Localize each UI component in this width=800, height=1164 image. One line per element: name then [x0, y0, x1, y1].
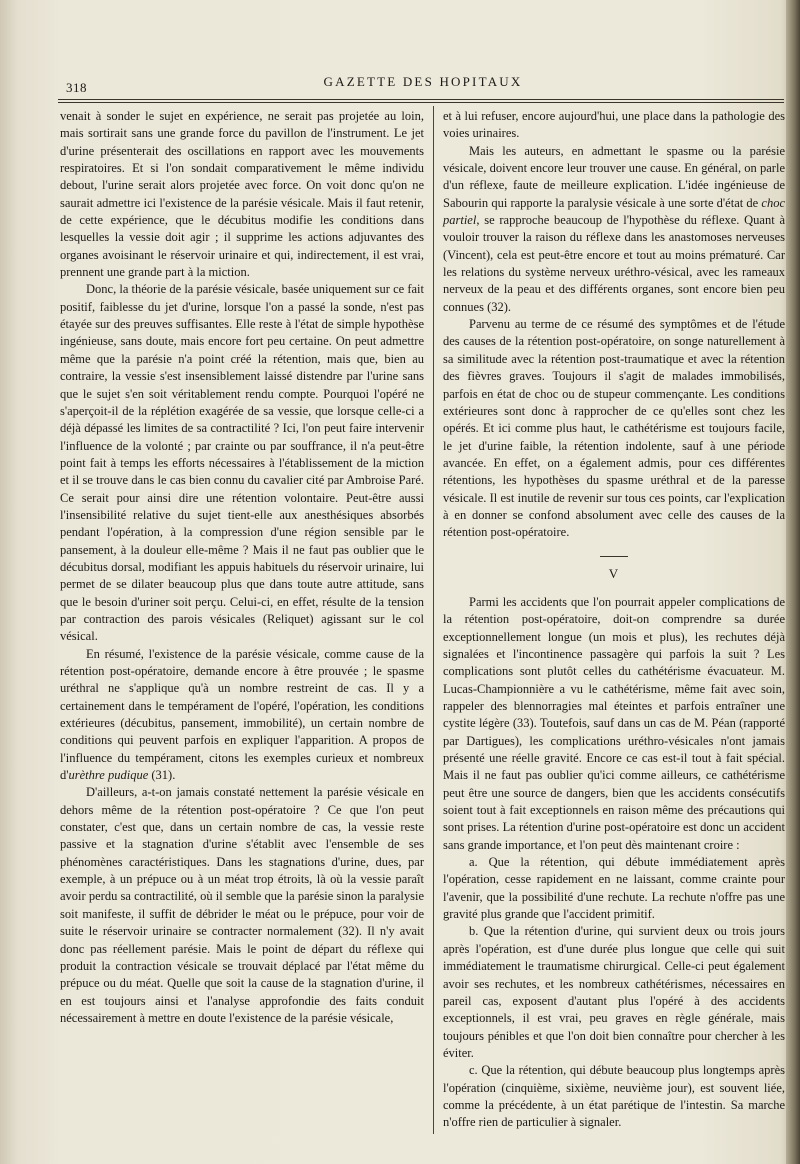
section-heading-v [443, 556, 785, 582]
left-paragraph-1: venait à sonder le sujet en expérience, ne serait pas projetée au loin, mais sortirait sans une grande force du pavillon de l'instrument. Le jet d'urine présenterait des oscillations en rapport avec les mouvements respiratoires. Et si l'on sondait comparativement le même individu debout, l'urine serait alors projetée avec force. On voit donc qu'on ne saurait admettre ici l'existence de la parésie vésicale. Mais il faut retenir, de cette expérience, que le décubitus modifie les conditions dans lesquelles la vessie doit agir ; il supprime les actions adjuvantes des organes avoisinant le réservoir urinaire et qui, indirectement, il est vrai, prennent une grande part à la miction. [60, 109, 424, 280]
header-rule-bottom [58, 102, 784, 103]
left-paragraph-3 [60, 646, 424, 785]
italic-term-choc-partiel: choc partiel [443, 195, 785, 228]
left-paragraph-4: D'ailleurs, a-t-on jamais constaté nettement la parésie vésicale en dehors même de la rétention post-opératoire ? Ce que l'on peut constater, c'est que, dans un certain nombre de cas, la vessie reste passive et la stagnation d'urine s'établit avec l'ensemble de ses phénomènes caractéristiques. Dans les stagnations d'urine, dues, par exemple, à un prépuce ou à un méat trop étroits, là où la vessie paraît avoir perdu sa contractilité, où il semble que la parésie sinon la paralysie soit manifeste, il suffit de débrider le méat ou le prépuce, pour voir de suite le réservoir urinaire se contracter normalement (32). Il n'y avait donc pas réellement parésie. Mais le point de départ du réflexe qui produit la contraction vésicale se trouvait déplacé par l'état même du prépuce ou du méat. Quelle que soit la cause de la stagnation d'urine, il en est toujours ainsi et l'analyse approfondie des faits conduit nécessairement à mettre en doute l'existence de la parésie vésicale, [60, 785, 424, 1025]
right-paragraph-2 [443, 143, 785, 316]
italic-term-urethre-pudique: urèthre pudique [68, 768, 149, 783]
right-paragraph-3: Parvenu au terme de ce résumé des symptômes et de l'étude des causes de la rétention post-opératoire, on songe naturellement à sa similitude avec la rétention post-traumatique et avec la rétention des fièvres graves. Toujours il s'agit de malades immobilisés, parfois en état de choc ou de stupeur commençante. Les conditions extérieures sont donc à rapprocher de ce qu'elles sont chez les opérés. Et ici comme plus haut, le cathétérisme est toujours facile, le jet d'urine faible, la rétention indolente, sauf à une période avancée. En effet, on a également admis, pour ces différentes rétentions, les hypothèses du spasme uréthral et de la paresse vésicale. Il est inutile de revenir sur tous ces points, car l'explication à en donner se confond absolument avec celle des causes de la rétention post-opératoire. [443, 317, 785, 540]
right-paragraph-6: b. Que la rétention d'urine, qui survient deux ou trois jours après l'opération, est d'une durée plus longue que celle qui suit immédiatement le traumatisme chirurgical. Celle-ci peut également avoir ses rechutes, et les nombreux cathétérismes, nécessaires en pareil cas, exposent d'autant plus l'opéré à des accidents exceptionnels, il est vrai, peu graves en règle générale, mais toujours pénibles et que l'on doit bien connaître pour chercher à les éviter. [443, 924, 785, 1060]
page-binding-edge [786, 0, 800, 1164]
journal-title: GAZETTE DES HOPITAUX [323, 74, 523, 89]
right-paragraph-2-text: Mais les auteurs, en admettant le spasme ou la parésie vésicale, doivent encore leur trouver une cause. En général, on parle d'un réflexe, faute de meilleure explication. L'idée ingénieuse de Sabourin qui rapporte la paralysie vésicale à une sorte d'état de [443, 143, 785, 210]
left-text-column [60, 108, 424, 1027]
left-paragraph-2: Donc, la théorie de la parésie vésicale, basée uniquement sur ce fait positif, faiblesse du jet d'urine, lorsque l'on a passé la sonde, n'est pas étayée sur des preuves suffisantes. Elle reste à l'état de simple hypothèse ingénieuse, sans doute, mais encore fort peu certaine. On peut admettre même que la parésie n'a point créé la rétention, mais que, bien au contraire, la vessie s'est insensiblement laissé distendre par l'urine sans que le sujet s'en soit véritablement rendu compte. Pourquoi l'opéré ne s'aperçoit-il de la réplétion exagérée de sa vessie, que lorsque celle-ci a déjà dépassé les limites de sa contractilité ? Ici, l'on peut faire intervenir l'influence de la volonté ; par crainte ou par souffrance, il n'a peut-être point fait à temps les efforts nécessaires à l'établissement de la miction et il se trouve dans le cas bien connu du cavalier cité par Ambroise Paré. Ce serait pour ainsi dire une rétention volontaire. Peut-être aussi l'insensibilité relative du sujet tient-elle aux anesthésiques absorbés pendant l'opération, à la compression d'une région sensible par le pansement, à la douleur elle-même ? Mais il ne faut pas oublier que le décubitus dorsal, modifiant les appuis habituels du réservoir urinaire, lui permet de se dilater beaucoup plus que dans toute autre attitude, sans que le besoin d'uriner soit perçu. Celui-ci, en effet, résulte de la tension par contraction des parois vésicales (Reliquet) agissant sur le col vésical. [60, 282, 424, 644]
right-paragraph-5: a. Que la rétention, qui débute immédiatement après l'opération, cesse rapidement en ne laissant, comme crainte pour l'avenir, que la possibilité d'une rechute. La rechute n'offre pas une gravité plus grande que l'accident primitif. [443, 855, 785, 922]
right-paragraph-7: c. Que la rétention, qui débute beaucoup plus longtemps après l'opération (cinquième, sixième, neuvième jour), est souvent liée, comme la précédente, à un état parétique de l'intestin. Sa marche n'offre rien de particulier à signaler. [443, 1063, 785, 1130]
left-paragraph-3-text: En résumé, l'existence de la parésie vésicale, comme cause de la rétention post-opératoire, demande encore à être prouvée ; le spasme uréthral ne s'applique qu'à un nombre restreint de cas. Il y a certainement dans le tempérament de l'opéré, l'opération, les conditions extérieures (décubitus, pansement, immobilité), un certain nombre de conditions qui peuvent parfois en expliquer l'apparition. A propos de l'influence du tempérament, citons les exemples curieux et nombreux d' [60, 646, 424, 783]
page-header [58, 74, 788, 98]
left-paragraph-3-tail: (31). [148, 768, 176, 783]
section-rule [600, 556, 628, 557]
right-paragraph-1: et à lui refuser, encore aujourd'hui, une place dans la pathologie des voies urinaires. [443, 109, 785, 141]
column-divider [433, 106, 434, 1134]
section-numeral: V [608, 565, 620, 581]
page-number: 318 [66, 80, 87, 95]
right-paragraph-4: Parmi les accidents que l'on pourrait appeler complications de la rétention post-opératoire, doit-on comprendre sa durée exceptionnellement longue (un mois et plus), les rechutes déjà signalées et l'incontinence passagère qui parfois la suit ? Les complications sont plutôt celles du cathétérisme évacuateur. M. Lucas-Championnière a vu le cathétérisme, même fait avec soin, rappeler des blennorragies mal éteintes et parfois entraîner une cystite légère (33). Toutefois, sauf dans un cas de M. Péan (rapporté par Dartigues), les complications uréthro-vésicales n'ont jamais présenté une réelle gravité. Encore ce cas est-il tout à fait spécial. Mais il ne faut pas oublier qu'ici comme ailleurs, ce cathétérisme peut être une source de dangers, bien que les accidents consécutifs soient tout à fait exceptionnels en raison même des précautions qui sont prises. La rétention d'urine post-opératoire est donc un accident sans grande importance, et l'on peut dès maintenant croire : [443, 594, 785, 852]
right-paragraph-2-tail: , se rapproche beaucoup de l'hypothèse du réflexe. Quant à vouloir trouver la raison du réflexe dans les anastomoses nerveuses (Vincent), cela est peut-être encore et tout au moins prématuré. Car les relations du système nerveux uréthro-vésical, avec les rameaux nerveux de la peau et des différents organes, sont encore bien peu connues (32). [443, 213, 785, 314]
right-text-column [443, 108, 785, 1132]
header-rule-top [58, 99, 784, 100]
